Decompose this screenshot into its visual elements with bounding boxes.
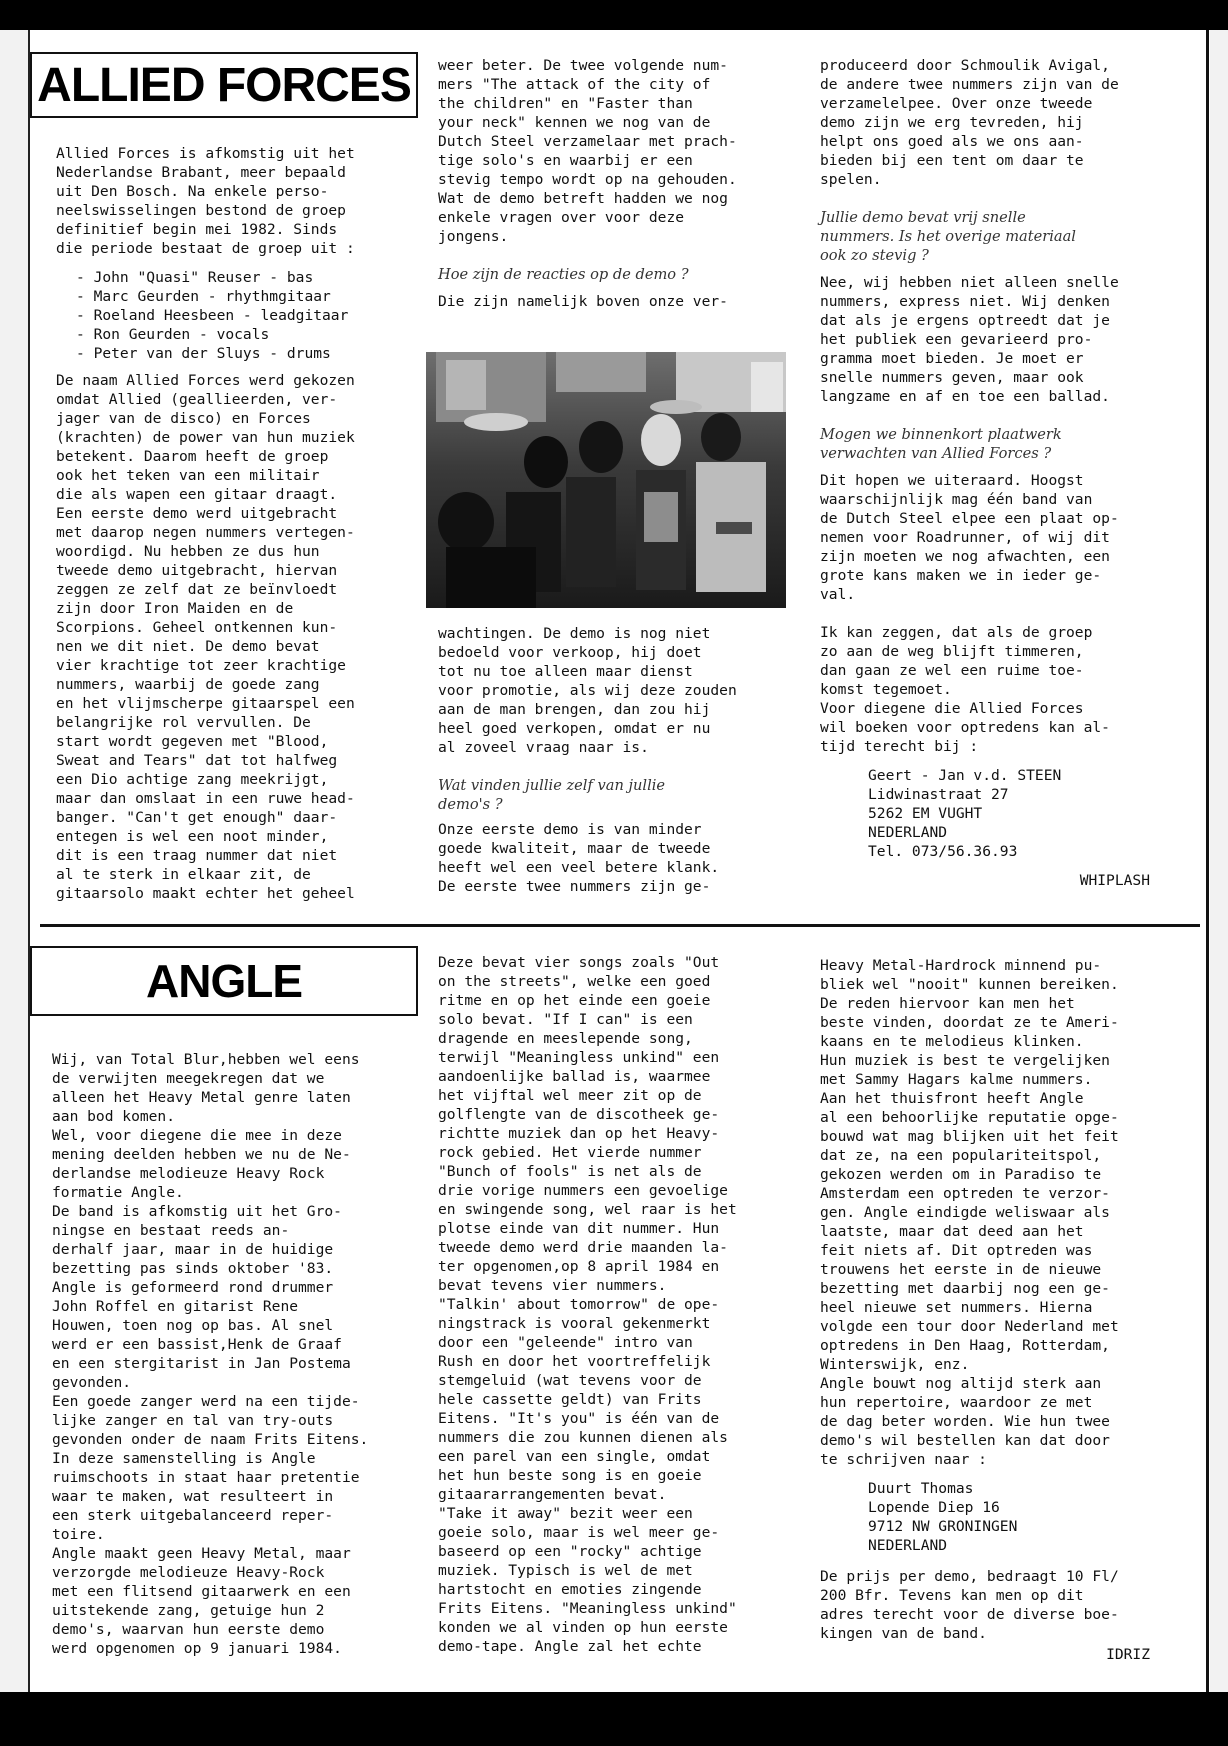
question-record: Mogen we binnenkort plaatwerk verwachten van Allied Forces ? xyxy=(820,426,1062,462)
question-opinion: Wat vinden jullie zelf van jullie demo's ? xyxy=(438,777,666,813)
angle-body-continued: Deze bevat vier songs zoals "Out on the streets", welke een goed ritme en op het einde een goeie solo bevat. "If I can" is een dragende en meeslepende song, terwijl "Meaningless unkind" een aandoenlijke ballad is, waarmee het vijftal wel meer zit op de golflengte van de discotheek ge- richtte muziek dan op het Heavy- rock gebied. Het vierde nummer "Bunch of fools" is net als de drie vorige nummers een gevoelige en swingende song, wel raar is het plotse einde van dit nummer. Hun tweede demo werd drie maanden la- ter opgenomen,op 8 april 1984 en bevat tevens vier nummers. "Talkin' about tomorrow" de ope- ningstrack is vooral gekenmerkt door een "geleende" intro van Rush en door het voortreffelijk stemgeluid (wat tevens voor de hele cassette geldt) van Frits Eitens. "It's you" is één van de nummers die zou kunnen dienen als een parel van een single, omdat het hun beste song is en goeie gitaararrangementen bevat. "Take it away" bezit weer een goeie solo, maar is wel meer ge- baseerd op een "rocky" achtige muziek. Typisch is wel de met hartstocht en emoties zingende Frits Eitens. "Meaningless unkind" konden we al vinden op hun eerste demo-tape. Angle zal het echte xyxy=(438,954,737,1655)
band-photo-image xyxy=(426,352,786,608)
angle-title-box xyxy=(30,946,418,1016)
angle-title: ANGLE xyxy=(146,955,302,1007)
angle-contact-address: Duurt Thomas Lopende Diep 16 9712 NW GRONINGEN NEDERLAND xyxy=(868,1480,1018,1554)
allied-column-3 xyxy=(820,56,1190,890)
allied-body: De naam Allied Forces werd gekozen omdat Allied (geallieerden, ver- jager van de disco) en Forces (krachten) de power van hun muziek betekent. Daarom heeft de groep ook het teken van een militair die als wapen een gitaar draagt. Een eerste demo werd uitgebracht met daarop negen nummers vertegen- woordigd. Nu hebben ze dus hun tweede demo uitgebracht, hiervan zeggen ze zelf dat ze beïnvloedt zijn door Iron Maiden en de Scorpions. Geheel ontkennen kun- nen we dit niet. De demo bevat vier krachtige tot zeer krachtige nummers, waarbij de goede zang en het vlijmscherpe gitaarspel een belangrijke rol vervullen. De start wordt gegeven met "Blood, Sweat and Tears" dat tot halfweg een Dio achtige zang meekrijgt, maar dan omslaat in een ruwe head- banger. "Can't get enough" daar- entegen is wel een noot minder, dit is een traag nummer dat niet al te sterk in elkaar zit, de gitaarsolo maakt echter het geheel xyxy=(56,372,355,902)
top-scan-border xyxy=(0,0,1228,30)
bottom-scan-border xyxy=(0,1692,1228,1746)
angle-body: Wij, van Total Blur,hebben wel eens de verwijten meegekregen dat we alleen het Heavy Metal genre laten aan bod komen. Wel, voor diegene die mee in deze mening deelden hebben we nu de Ne- derlandse melodieuze Heavy Rock formatie Angle. De band is afkomstig uit het Gro- ningse en bestaat reeds an- derhalf jaar, maar in de huidige bezetting pas sinds oktober '83. Angle is geformeerd rond drummer John Roffel en gitarist Rene Houwen, toen nog op bas. Al snel werd er een bassist,Henk de Graaf en een stergitarist in Jan Postema gevonden. Een goede zanger werd na een tijde- lijke zanger en tal van try-outs gevonden onder de naam Frits Eitens. In deze samenstelling is Angle ruimschoots in staat haar pretentie waar te maken, wat resulteert in een sterk uitgebalanceerd reper- toire. Angle maakt geen Heavy Metal, maar verzorgde melodieuze Heavy-Rock met een flitsend gitaarwerk en een uitstekende zang, getuige hun 2 demo's, waarvan hun eerste demo werd opgenomen op 9 januari 1984. xyxy=(52,1051,369,1657)
question-reactions: Hoe zijn de reacties op de demo ? xyxy=(438,266,689,283)
right-scan-margin xyxy=(1210,30,1228,1692)
answer-opinion-continued: produceerd door Schmoulik Avigal, de andere twee nummers zijn van de verzamelelpee. Over onze tweede demo zijn we erg tevreden, hij helpt ons goed als we ons aan- bieden bij een tent om daar te spelen. xyxy=(820,57,1119,188)
question-material: Jullie demo bevat vrij snelle nummers. Is het overige materiaal ook zo stevig ? xyxy=(820,209,1076,264)
member-item: - Marc Geurden - rhythmgitaar xyxy=(76,288,331,305)
angle-author: IDRIZ xyxy=(1106,1646,1150,1663)
allied-author: WHIPLASH xyxy=(1079,872,1150,889)
right-page-rule xyxy=(1206,30,1209,1692)
left-page-rule xyxy=(28,30,30,1692)
answer-opinion: Onze eerste demo is van minder goede kwaliteit, maar de tweede heeft wel een veel betere klank. De eerste twee nummers zijn ge- xyxy=(438,821,720,895)
member-list xyxy=(56,268,412,363)
member-item: - John "Quasi" Reuser - bas xyxy=(76,269,314,286)
allied-closing: Ik kan zeggen, dat als de groep zo aan de weg blijft timmeren, dan gaan ze wel een ruime toe- komst tegemoet. Voor diegene die Allied Forces wil boeken voor optredens kan al- tijd terecht bij : xyxy=(820,624,1110,755)
allied-body-continued: weer beter. De twee volgende num- mers "The attack of the city of the children" en "Faster than your neck" kennen we nog van de Dutch Steel verzamelaar met prach- tige solo's en waarbij er een stevig tempo wordt op na gehouden. Wat de demo betreft hadden we nog enkele vragen over voor deze jongens. xyxy=(438,57,737,245)
angle-column-2 xyxy=(438,953,798,1656)
member-item: - Ron Geurden - vocals xyxy=(76,326,270,343)
answer-reactions-start: Die zijn namelijk boven onze ver- xyxy=(438,293,728,310)
answer-record: Dit hopen we uiteraard. Hoogst waarschijnlijk mag één band van de Dutch Steel elpee een plaat op- nemen voor Roadrunner, of wij dit zijn moeten we nog afwachten, een grote kans maken we in ieder ge- val. xyxy=(820,472,1119,603)
answer-material: Nee, wij hebben niet alleen snelle nummers, express niet. Wij denken dat als je ergens optreedt dat je het publiek een gevarieerd pro- gramma moet bieden. Je moet er snelle nummers geven, maar ook langzame en af en toe een ballad. xyxy=(820,274,1119,405)
allied-column-2 xyxy=(438,56,794,311)
angle-column-3 xyxy=(820,956,1190,1664)
allied-forces-title-box xyxy=(30,52,418,118)
left-scan-margin xyxy=(0,30,28,1692)
member-item: - Roeland Heesbeen - leadgitaar xyxy=(76,307,349,324)
allied-column-1 xyxy=(56,144,412,903)
allied-contact-address: Geert - Jan v.d. STEEN Lidwinastraat 27 5262 EM VUGHT NEDERLAND Tel. 073/56.36.93 xyxy=(868,767,1062,860)
member-item: - Peter van der Sluys - drums xyxy=(76,345,331,362)
allied-column-2-lower xyxy=(438,624,794,896)
section-divider xyxy=(40,924,1200,927)
allied-intro: Allied Forces is afkomstig uit het Nederlandse Brabant, meer bepaald uit Den Bosch. Na enkele perso- neelswisselingen bestond de groep definitief begin mei 1982. Sinds die periode bestaat de groep uit : xyxy=(56,145,355,257)
angle-price: De prijs per demo, bedraagt 10 Fl/ 200 Bfr. Tevens kan men op dit adres terecht voor de diverse boe- kingen van de band. xyxy=(820,1568,1119,1642)
allied-forces-title: ALLIED FORCES xyxy=(37,58,411,112)
angle-column-1 xyxy=(52,1050,412,1658)
angle-body-end: Heavy Metal-Hardrock minnend pu- bliek wel "nooit" kunnen bereiken. De reden hiervoor kan men het beste vinden, doordat ze te Ameri- kaans en te melodieus klinken. Hun muziek is best te vergelijken met Sammy Hagars kalme nummers. Aan het thuisfront heeft Angle al een behoorlijke reputatie opge- bouwd wat mag blijken uit het feit dat ze, na een populariteitspol, gekozen werden om in Paradiso te Amsterdam een optreden te verzor- gen. Angle eindigde weliswaar als laatste, maar dat deed aan het feit niets af. Dit optreden was trouwens het eerste in de nieuwe bezetting met daarbij nog een ge- heel nieuwe set nummers. Hierna volgde een tour door Nederland met optredens in Den Haag, Rotterdam, Winterswijk, enz. Angle bouwt nog altijd sterk aan hun repertoire, waardoor ze met de dag beter worden. Wie hun twee demo's wil bestellen kan dat door te schrijven naar : xyxy=(820,957,1119,1468)
band-photo xyxy=(426,352,786,608)
answer-reactions: wachtingen. De demo is nog niet bedoeld voor verkoop, hij doet tot nu toe alleen maar dienst voor promotie, als wij deze zouden aan de man brengen, dan zou hij heel goed verkopen, omdat er nu al zoveel vraag naar is. xyxy=(438,625,737,756)
